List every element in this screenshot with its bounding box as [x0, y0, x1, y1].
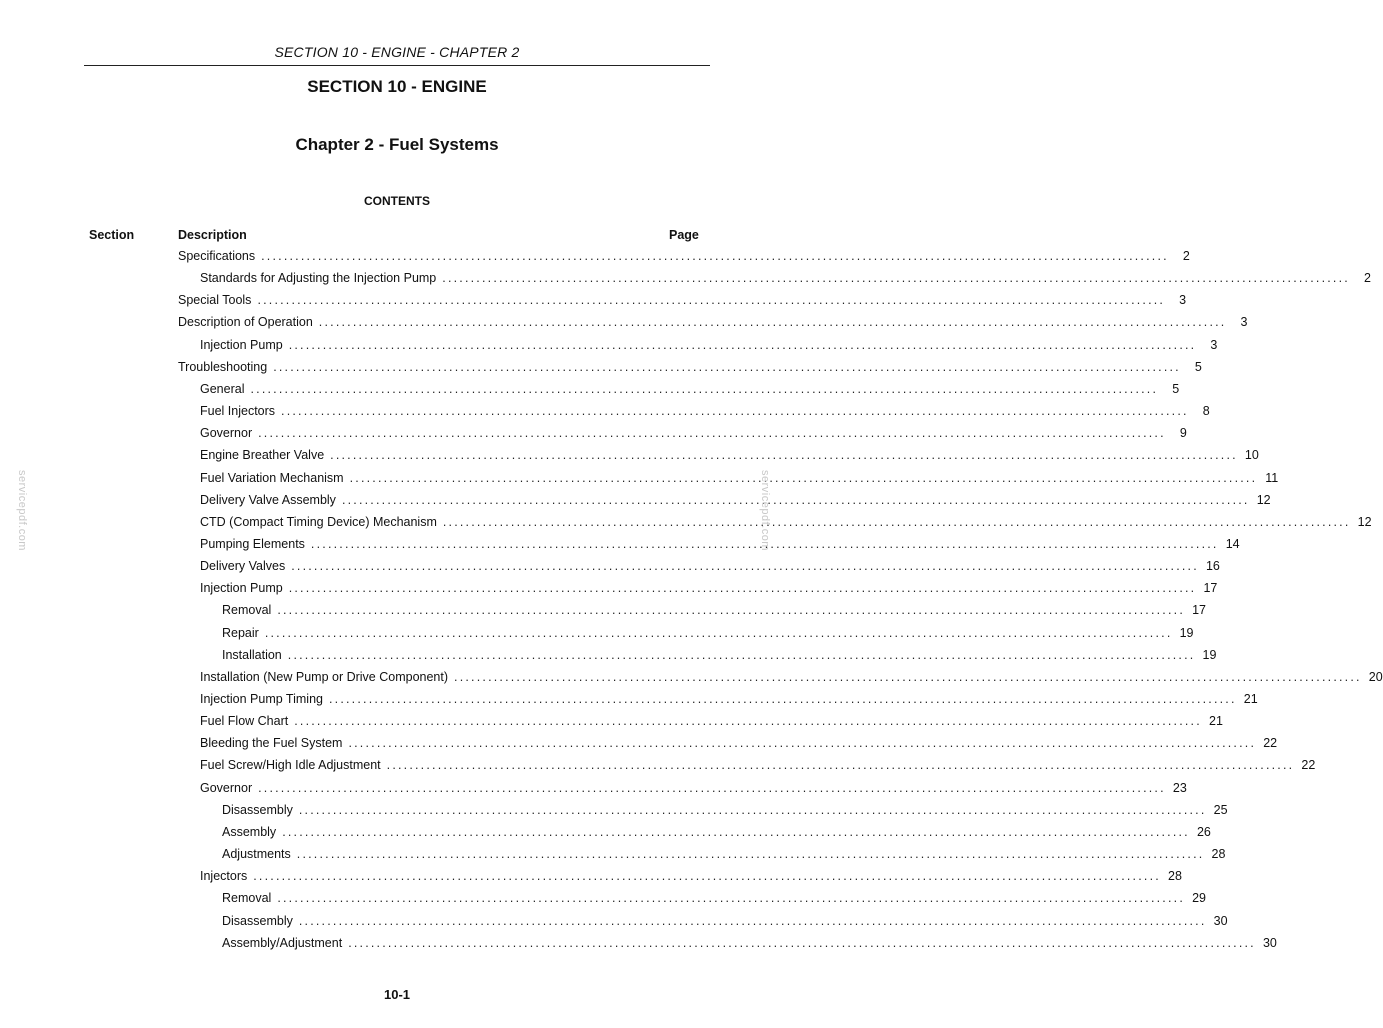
toc-entry-page: 19 — [1179, 625, 1194, 640]
dot-leader: ................................................................................................................................................................ — [277, 891, 1185, 906]
toc-entry-label: Assembly — [222, 824, 277, 839]
dot-leader: ................................................................................................................................................................ — [310, 536, 1219, 551]
toc-entry — [200, 578, 1218, 598]
toc-entry-page: 3 — [1179, 293, 1187, 308]
dot-leader: ................................................................................................................................................................ — [328, 692, 1237, 706]
toc-entry — [200, 512, 1372, 532]
toc-entry-label: Pumping Elements — [200, 536, 305, 551]
toc-entry-page: 3 — [1210, 337, 1218, 352]
toc-entry-label: Injection Pump — [200, 337, 283, 352]
watermark-left: servicepdf.com — [16, 470, 28, 551]
toc-entry-label: Fuel Flow Chart — [200, 714, 289, 729]
watermark-right: servicepdf.com — [759, 470, 771, 551]
toc-entry-page: 20 — [1368, 669, 1383, 684]
dot-leader: ................................................................................................................................................................ — [330, 448, 1238, 463]
toc-entry — [200, 866, 1182, 886]
toc-entry-label: Fuel Screw/High Idle Adjustment — [200, 758, 381, 773]
dot-leader: ................................................................................................................................................................ — [296, 847, 1205, 862]
toc-entry-label: Installation — [222, 647, 282, 662]
toc-entry-page: 8 — [1202, 404, 1210, 419]
toc-entry-page: 25 — [1213, 802, 1228, 817]
dot-leader: ................................................................................................................................................................ — [318, 315, 1227, 330]
dot-leader: ................................................................................................................................................................ — [281, 404, 1189, 419]
toc-entry-label: General — [200, 381, 245, 396]
chapter-title: Chapter 2 - Fuel Systems — [295, 135, 499, 154]
toc-entry — [200, 379, 1180, 399]
dot-leader: ................................................................................................................................................................ — [349, 470, 1258, 485]
toc-entry-label: Delivery Valve Assembly — [200, 492, 336, 507]
running-head: SECTION 10 - ENGINE - CHAPTER 2 — [274, 44, 520, 60]
toc-entry — [200, 335, 1218, 355]
dot-leader: ................................................................................................................................................................ — [294, 714, 1202, 729]
toc-entry-label: Removal — [222, 891, 272, 906]
toc-entry-label: Standards for Adjusting the Injection Pump — [200, 271, 437, 286]
toc-entry-page: 16 — [1205, 559, 1220, 574]
toc-entry — [200, 401, 1210, 421]
toc-entry — [200, 445, 1259, 465]
toc-entry-label: Installation (New Pump or Drive Component) — [200, 669, 449, 684]
toc-entry-label: Governor — [200, 780, 253, 795]
toc-entry-label: Engine Breather Valve — [200, 448, 325, 463]
toc-entry — [200, 534, 1240, 554]
dot-leader: ................................................................................................................................................................ — [253, 869, 1161, 884]
column-header-section: Section — [89, 228, 135, 242]
dot-leader: ................................................................................................................................................................ — [291, 559, 1199, 574]
toc-entry-page: 3 — [1240, 315, 1248, 330]
toc-entry-label: Troubleshooting — [178, 359, 268, 374]
dot-leader: ................................................................................................................................................................ — [298, 802, 1207, 817]
dot-leader: ................................................................................................................................................................ — [442, 514, 1351, 529]
toc-entry — [200, 689, 1258, 709]
toc-entry — [222, 645, 1217, 665]
toc-entry-label: Bleeding the Fuel System — [200, 736, 343, 751]
dot-leader: ................................................................................................................................................................ — [287, 647, 1196, 662]
toc-entry — [222, 800, 1228, 820]
dot-leader: ................................................................................................................................................................ — [282, 824, 1190, 839]
toc-entry-label: Fuel Injectors — [200, 404, 276, 419]
toc-entry — [222, 911, 1228, 931]
dot-leader: ................................................................................................................................................................ — [386, 758, 1295, 773]
dot-leader: ................................................................................................................................................................ — [288, 581, 1197, 596]
toc-entry-page: 5 — [1194, 359, 1202, 374]
toc-entry-page: 26 — [1196, 824, 1211, 839]
dot-leader: ................................................................................................................................................................ — [250, 381, 1159, 396]
dot-leader: ................................................................................................................................................................ — [277, 603, 1185, 618]
toc-entry-page: 22 — [1263, 736, 1278, 751]
column-header-description: Description — [178, 228, 247, 242]
toc-entry — [178, 290, 1187, 310]
toc-entry — [178, 357, 1202, 377]
toc-entry-label: Injectors — [200, 869, 248, 884]
toc-entry-page: 19 — [1202, 647, 1217, 662]
toc-entry-label: Assembly/Adjustment — [222, 935, 343, 950]
toc-entry-page: 30 — [1262, 935, 1277, 950]
dot-leader: ................................................................................................................................................................ — [348, 736, 1257, 751]
dot-leader: ................................................................................................................................................................ — [442, 271, 1350, 286]
toc-entry-page: 21 — [1243, 692, 1258, 706]
toc-entry-label: Injection Pump — [200, 581, 283, 596]
dot-leader: ................................................................................................................................................................ — [341, 492, 1250, 507]
dot-leader: ................................................................................................................................................................ — [288, 337, 1197, 352]
toc-entry-label: Adjustments — [222, 847, 291, 862]
toc-entry-page: 11 — [1265, 470, 1279, 485]
toc-entry — [178, 246, 1190, 266]
toc-entry-label: CTD (Compact Timing Device) Mechanism — [200, 514, 437, 529]
toc-entry-page: 28 — [1168, 869, 1182, 884]
toc-entry — [222, 822, 1211, 842]
toc-entry — [200, 755, 1316, 775]
toc-entry-label: Delivery Valves — [200, 559, 286, 574]
toc-entry-page: 12 — [1357, 514, 1372, 529]
toc-entry-page: 23 — [1172, 780, 1187, 795]
toc-entry — [200, 711, 1223, 731]
toc-entry-page: 2 — [1182, 249, 1190, 263]
dot-leader: ................................................................................................................................................................ — [264, 625, 1173, 640]
toc-entry — [200, 268, 1371, 288]
dot-leader: ................................................................................................................................................................ — [261, 249, 1169, 263]
dot-leader: ................................................................................................................................................................ — [258, 426, 1166, 441]
toc-entry — [200, 556, 1220, 576]
dot-leader: ................................................................................................................................................................ — [273, 359, 1181, 374]
toc-entry — [200, 468, 1279, 488]
toc-entry — [222, 844, 1226, 864]
toc-entry-page: 14 — [1225, 536, 1240, 551]
toc-entry-page: 12 — [1256, 492, 1271, 507]
toc-entry-page: 28 — [1211, 847, 1226, 862]
toc-entry — [200, 667, 1383, 687]
toc-entry-label: Specifications — [178, 249, 256, 263]
dot-leader: ................................................................................................................................................................ — [257, 293, 1166, 308]
toc-entry — [200, 733, 1278, 753]
toc-entry-label: Disassembly — [222, 913, 293, 928]
toc-entry — [200, 778, 1187, 798]
contents-title: CONTENTS — [364, 194, 430, 208]
toc-entry-page: 17 — [1192, 603, 1206, 618]
toc-entry-label: Repair — [222, 625, 259, 640]
toc-entry — [222, 623, 1194, 643]
toc-entry-label: Special Tools — [178, 293, 252, 308]
toc-entry-page: 9 — [1179, 426, 1187, 441]
toc-entry-label: Injection Pump Timing — [200, 692, 323, 706]
toc-entry — [222, 933, 1277, 953]
toc-entry-label: Governor — [200, 426, 253, 441]
toc-entry-label: Disassembly — [222, 802, 293, 817]
toc-entry — [222, 600, 1206, 620]
toc-entry-label: Description of Operation — [178, 315, 313, 330]
toc-entry-page: 29 — [1192, 891, 1206, 906]
toc-entry-label: Fuel Variation Mechanism — [200, 470, 344, 485]
page-number: 10-1 — [383, 987, 411, 1002]
toc-entry-label: Removal — [222, 603, 272, 618]
column-header-page: Page — [669, 228, 699, 242]
dot-leader: ................................................................................................................................................................ — [454, 669, 1362, 684]
toc-entry-page: 2 — [1363, 271, 1371, 286]
dot-leader: ................................................................................................................................................................ — [258, 780, 1166, 795]
toc-entry-page: 21 — [1209, 714, 1223, 729]
toc-entry — [178, 312, 1248, 332]
toc-entry-page: 5 — [1172, 381, 1180, 396]
section-title: SECTION 10 - ENGINE — [307, 77, 487, 96]
header-rule — [84, 65, 710, 66]
toc-entry — [200, 490, 1271, 510]
toc-entry — [222, 888, 1206, 908]
dot-leader: ................................................................................................................................................................ — [298, 913, 1207, 928]
toc-entry — [200, 423, 1187, 443]
toc-entry-page: 17 — [1203, 581, 1218, 596]
dot-leader: ................................................................................................................................................................ — [348, 935, 1256, 950]
toc-entry-page: 10 — [1244, 448, 1259, 463]
toc-entry-page: 22 — [1301, 758, 1316, 773]
toc-entry-page: 30 — [1213, 913, 1228, 928]
